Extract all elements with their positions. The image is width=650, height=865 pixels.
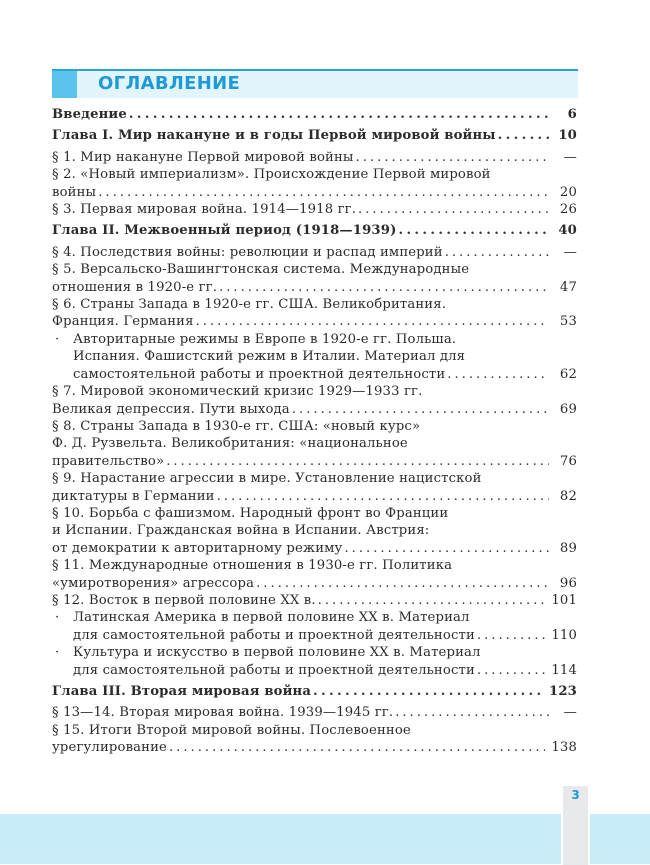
toc-chapter-entry[interactable] — [52, 127, 577, 144]
dot-leader — [358, 201, 549, 218]
entry-page-number: 114 — [551, 662, 577, 678]
entry-title-line: § 13—14. Вторая мировая война. 1939—1945 гг. — [52, 705, 394, 721]
entry-title-line: для самостоятельной работы и проектной деятельности — [73, 662, 475, 678]
toc-section-entry[interactable] — [52, 296, 577, 331]
toc-section-entry[interactable] — [52, 166, 577, 201]
entry-last-line — [52, 244, 577, 261]
entry-last-line — [52, 184, 577, 201]
toc-chapter-entry[interactable] — [52, 222, 577, 239]
entry-title-line: правительство» — [52, 453, 165, 469]
entry-page-number: 69 — [559, 401, 577, 417]
toc-section-entry[interactable] — [52, 244, 577, 261]
toc-header — [52, 69, 578, 98]
dot-leader — [445, 244, 549, 261]
entry-title-line: Культура и искусство в первой половине XX в. Материал — [73, 645, 481, 661]
toc-section-entry[interactable] — [52, 261, 577, 296]
entry-title-line: самостоятельной работы и проектной деятельности — [73, 366, 446, 382]
footer-band — [0, 814, 650, 864]
toc-section-entry[interactable] — [52, 704, 577, 721]
entry-last-line — [52, 313, 577, 330]
toc-section-entry[interactable] — [52, 470, 577, 505]
page-number: 3 — [571, 788, 580, 802]
entry-title-line: § 4. Последствия войны: революции и распад империй — [52, 244, 443, 260]
entry-page-number: — — [563, 705, 577, 721]
page-title: ОГЛАВЛЕНИЕ — [98, 73, 241, 94]
entry-page-number: 89 — [559, 540, 577, 556]
bullet-icon: · — [55, 331, 60, 347]
entry-title-line: Введение — [52, 107, 127, 122]
entry-title-line: диктатуры в Германии — [52, 488, 215, 504]
entry-page-number: 6 — [567, 107, 577, 122]
entry-page-number: 76 — [559, 453, 577, 469]
entry-title-line: Франция. Германия — [52, 314, 194, 330]
entry-title-line: § 5. Версальско-Вашингтонская система. Международные — [52, 262, 470, 278]
entry-title-line: урегулирование — [52, 740, 167, 756]
entry-page-number: 138 — [551, 740, 577, 756]
entry-page-number: 10 — [558, 128, 577, 144]
entry-last-line — [52, 540, 577, 557]
entry-title-line: Глава I. Мир накануне и в годы Первой мировой войны — [52, 128, 496, 144]
entry-title-line: и Испании. Гражданская война в Испании. Австрия: — [52, 523, 430, 539]
entry-last-line — [52, 201, 577, 218]
bullet-icon: · — [55, 610, 60, 626]
entry-page-number: 47 — [559, 279, 577, 295]
entry-last-line — [52, 222, 577, 239]
page-tab — [561, 786, 590, 865]
entry-page-number: 53 — [559, 314, 577, 330]
entry-last-line — [52, 739, 577, 756]
entry-title-line: § 11. Международные отношения в 1930-е гг. Политика — [52, 558, 453, 574]
toc-section-entry[interactable] — [52, 722, 577, 757]
dot-leader — [313, 683, 543, 700]
entry-title-line: Ф. Д. Рузвельта. Великобритания: «национальное — [52, 436, 408, 452]
entry-last-line — [52, 149, 577, 166]
entry-page-number: 123 — [549, 684, 577, 699]
entry-title-line: § 6. Страны Запада в 1920-е гг. США. Великобритания. — [52, 297, 447, 313]
dot-leader — [292, 401, 549, 418]
dot-leader — [318, 592, 546, 609]
entry-page-number: 20 — [559, 184, 577, 200]
dot-leader — [169, 739, 545, 756]
entry-title-line: § 12. Восток в первой половине XX в. — [52, 592, 316, 608]
dot-leader — [217, 488, 549, 505]
entry-page-number: 40 — [558, 223, 577, 239]
entry-title-line: Великая депрессия. Пути выхода — [52, 401, 290, 417]
entry-page-number: 110 — [551, 627, 577, 643]
entry-last-line — [52, 453, 577, 470]
dot-leader — [498, 127, 549, 144]
entry-page-number: 26 — [559, 202, 577, 218]
toc-chapter-entry[interactable] — [52, 106, 577, 123]
entry-last-line — [52, 683, 577, 700]
entry-title-line: войны — [52, 184, 97, 200]
entry-last-line — [73, 366, 577, 383]
dot-leader — [477, 627, 545, 644]
toc-supplement-entry[interactable] — [52, 644, 577, 679]
entry-title-line: § 10. Борьба с фашизмом. Народный фронт во Франции — [52, 505, 449, 521]
entry-title-line: для самостоятельной работы и проектной деятельности — [73, 627, 475, 643]
dot-leader — [395, 704, 549, 721]
entry-page-number: 82 — [559, 488, 577, 504]
dot-leader — [356, 149, 549, 166]
entry-title-line: «умиротворения» агрессора — [52, 575, 255, 591]
entry-title-line: отношения в 1920-е гг. — [52, 279, 218, 295]
toc-section-entry[interactable] — [52, 201, 577, 218]
dot-leader — [219, 279, 549, 296]
entry-title-line: Испания. Фашистский режим в Италии. Материал для — [73, 349, 466, 365]
toc-section-entry[interactable] — [52, 149, 577, 166]
dot-leader — [447, 366, 549, 383]
toc-supplement-entry[interactable] — [52, 331, 577, 383]
entry-title-line: Глава II. Межвоенный период (1918—1939) — [52, 223, 397, 239]
dot-leader — [256, 575, 549, 592]
entry-title-line: § 1. Мир накануне Первой мировой войны — [52, 149, 354, 165]
dot-leader — [129, 106, 549, 123]
toc-section-entry[interactable] — [52, 505, 577, 557]
entry-page-number: 96 — [559, 575, 577, 591]
table-of-contents — [52, 106, 577, 757]
entry-title-line: § 8. Страны Запада в 1930-е гг. США: «новый курс» — [52, 418, 421, 434]
dot-leader — [398, 222, 549, 239]
entry-page-number: — — [563, 244, 577, 260]
entry-page-number: 101 — [551, 592, 577, 608]
dot-leader — [477, 662, 545, 679]
toc-chapter-entry[interactable] — [52, 683, 577, 700]
entry-title-line: от демократии к авторитарному режиму — [52, 540, 343, 556]
bullet-icon: · — [55, 645, 60, 661]
entry-last-line — [52, 127, 577, 144]
entry-title-line: Латинская Америка в первой половине XX в. Материал — [73, 610, 470, 626]
entry-page-number: 62 — [559, 366, 577, 382]
dot-leader — [98, 184, 549, 201]
entry-title-line: § 15. Итоги Второй мировой войны. Послевоенное — [52, 722, 411, 738]
entry-last-line — [52, 488, 577, 505]
toc-section-entry[interactable] — [52, 418, 577, 470]
header-accent-square — [52, 71, 77, 98]
entry-title-line: Авторитарные режимы в Европе в 1920-е гг. Польша. — [73, 331, 457, 347]
dot-leader — [196, 313, 549, 330]
dot-leader — [166, 453, 549, 470]
entry-title-line: Глава III. Вторая мировая война — [52, 684, 312, 699]
toc-supplement-entry[interactable] — [52, 609, 577, 644]
entry-title-line: § 7. Мировой экономический кризис 1929—1933 гг. — [52, 384, 423, 400]
entry-last-line — [52, 401, 577, 418]
entry-last-line — [73, 627, 577, 644]
entry-title-line: § 3. Первая мировая война. 1914—1918 гг. — [52, 202, 357, 218]
dot-leader — [344, 540, 549, 557]
entry-last-line — [52, 106, 577, 123]
entry-title-line: § 9. Нарастание агрессии в мире. Установление нацистской — [52, 471, 482, 487]
entry-last-line — [52, 704, 577, 721]
entry-last-line — [52, 575, 577, 592]
entry-title-line: § 2. «Новый империализм». Происхождение Первой мировой — [52, 167, 491, 183]
entry-last-line — [52, 592, 577, 609]
toc-section-entry[interactable] — [52, 557, 577, 592]
entry-page-number: — — [563, 149, 577, 165]
toc-section-entry[interactable] — [52, 592, 577, 609]
toc-section-entry[interactable] — [52, 383, 577, 418]
entry-last-line — [73, 662, 577, 679]
entry-last-line — [52, 279, 577, 296]
